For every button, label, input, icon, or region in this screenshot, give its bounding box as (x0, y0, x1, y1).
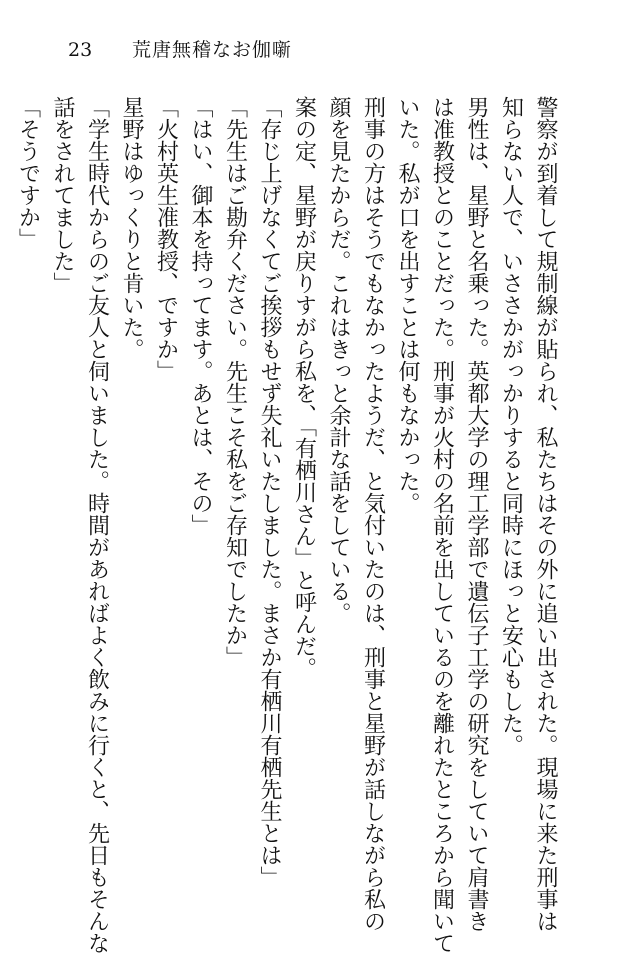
text-line: 星野はゆっくりと肯いた。 (119, 96, 144, 360)
text-line: 男性は、星野と名乗った。英都大学の理工学部で遺伝子工学の研究をしていて肩書き (464, 96, 489, 932)
text-line: いた。私が口を出すことは何もなかった。 (395, 96, 420, 514)
text-line: 「学生時代からのご友人と伺いました。時間があればよく飲みに行くと、先日もそんな (84, 96, 110, 954)
text-line: 案の定、星野が戻りすがら私を、「有栖川さん」と呼んだ。 (291, 96, 317, 679)
text-line: 知らない人で、いささかがっかりすると同時にほっと安心もした。 (498, 96, 524, 756)
text-line: 「はい、御本を持ってます。あとは、その」 (188, 96, 213, 536)
text-line: 刑事の方はそうでもなかったようだ、と気付いたのは、刑事と星野が話しながら私の (360, 96, 386, 932)
text-line: 「そうですか」 (15, 96, 41, 250)
text-line: 「火村英生准教授、ですか」 (153, 96, 179, 382)
text-line: 「先生はご勘弁ください。先生こそ私をご存知でしたか」 (222, 96, 248, 668)
text-line: 話をされてました」 (50, 96, 75, 294)
page-number: 23 (68, 39, 93, 61)
text-line: は准教授とのことだった。刑事が火村の名前を出しているのを離れたところから聞いて (429, 96, 455, 954)
running-title: 荒唐無稽なお伽噺 (132, 39, 293, 61)
text-line: 顔を見たからだ。これはきっと余計な話をしている。 (326, 96, 351, 624)
text-line: 警察が到着して規制線が貼られ、私たちはその外に追い出された。現場に来た刑事は (533, 96, 558, 932)
vertical-body-text (15, 96, 562, 954)
text-line: 「存じ上げなくてご挨拶もせず失礼いたしました。まさか有栖川有栖先生とは」 (257, 96, 282, 888)
page-header (68, 38, 292, 62)
